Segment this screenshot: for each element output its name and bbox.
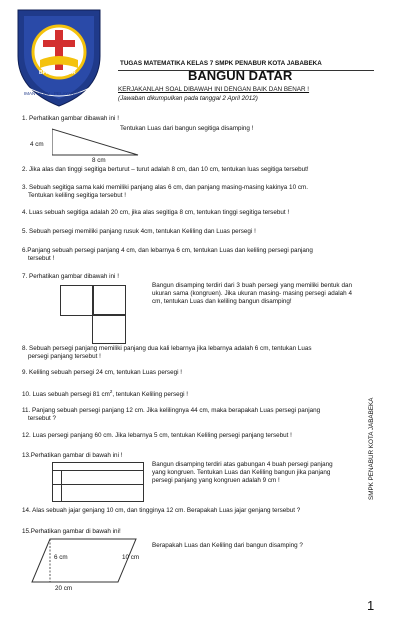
triangle-figure (52, 128, 142, 158)
question-13: 13.Perhatikan gambar di bawah ini ! (22, 452, 123, 459)
school-line: TUGAS MATEMATIKA KELAS 7 SMPK PENABUR KOTA JABABEKA (120, 60, 322, 67)
question-8-line2: persegi panjang tersebut ! (28, 353, 101, 360)
question-9: 9. Keliling sebuah persegi 24 cm, tentukan Luas persegi ! (22, 369, 182, 376)
question-4: 4. Luas sebuah segitiga adalah 20 cm, jika alas segitiga 8 cm, tentukan tinggi segitiga tersebut ! (22, 209, 290, 216)
question-10-text: 10. Luas sebuah persegi 81 cm (22, 391, 110, 399)
question-6-line1: 6.Panjang sebuah persegi panjang 4 cm, dan lebarnya 6 cm, tentukan Luas dan keliling persegi panjang (22, 247, 313, 254)
question-1-task: Tentukan Luas dari bangun segitiga disamping ! (120, 125, 254, 132)
rectangle-divider-1 (52, 470, 143, 471)
parallelogram-side-label: 10 cm (122, 554, 140, 561)
question-11-line2: tersebut ? (28, 415, 57, 422)
question-14: 14. Alas sebuah jajar genjang 10 cm, dan tingginya 12 cm. Berapakah Luas jajar genjang tersebut ? (22, 507, 301, 514)
triangle-base-label: 8 cm (92, 157, 106, 164)
logo-label: BPK PENABUR (39, 70, 76, 76)
question-13-task: Bangun disamping terdiri atas gabungan 4 buah persegi panjang yang kongruen. Tentukan Luas dan Keliling bangun jika panjang persegi panjang yang kongruen adalah 9 cm ! (152, 461, 333, 484)
question-15-task: Berapakah Luas dan Keliling dari bangun disamping ? (152, 542, 303, 549)
question-10 (22, 388, 188, 399)
question-15: 15.Perhatikan gambar di bawah ini! (22, 528, 121, 535)
rectangle-divider-vertical (61, 470, 62, 501)
question-11-line1: 11. Panjang sebuah persegi panjang 12 cm. Jika kelilingnya 44 cm, maka berapakah Luas persegi panjang (22, 407, 321, 414)
square-bottom (92, 314, 126, 344)
parallelogram-base-label: 20 cm (55, 585, 73, 592)
question-1: 1. Perhatikan gambar dibawah ini ! (22, 115, 119, 122)
page-number: 1 (367, 598, 375, 613)
square-top-left (60, 285, 94, 316)
question-2: 2. Jika alas dan tinggi segitiga berturut – turut adalah 8 cm, dan 10 cm, tentukan luas segitiga tersebut! (22, 166, 309, 173)
rectangle-divider-2 (52, 484, 143, 485)
question-12: 12. Luas persegi panjang 60 cm. Jika lebarnya 5 cm, tentukan Keliling persegi panjang tersebut ! (22, 432, 292, 439)
logo-ring-text: IMAN - ILMU - PELAYANAN (24, 91, 81, 96)
triangle-height-label: 4 cm (30, 141, 44, 148)
rectangle-figure (52, 462, 144, 502)
instruction: KERJAKANLAH SOAL DIBAWAH INI DENGAN BAIK DAN BENAR ! (118, 86, 310, 93)
question-6-line2: tersebut ! (28, 255, 55, 262)
question-10-text-end: , tentukan Keliling persegi ! (112, 391, 188, 399)
question-7: 7. Perhatikan gambar dibawah ini ! (22, 273, 119, 280)
deadline: (Jawaban dikumpulkan pada tanggal 2 April 2012) (118, 95, 258, 102)
question-5: 5. Sebuah persegi memiliki panjang rusuk 4cm, tentukan Keliling dan Luas persegi ! (22, 228, 256, 235)
parallelogram-figure (30, 538, 140, 588)
parallelogram-height-label: 6 cm (54, 554, 68, 561)
side-school-name: SMPK PENABUR KOTA JABABEKA (368, 397, 375, 500)
question-10-exponent: 2 (109, 389, 113, 394)
square-top-right (92, 285, 126, 316)
question-8-line1: 8. Sebuah persegi panjang memiliki panjang dua kali lebarnya jika lebarnya adalah 6 cm, tentukan Luas (22, 345, 312, 352)
question-3-line1: 3. Sebuah segitiga sama kaki memiliki panjang alas 6 cm, dan panjang masing-masing kakinya 10 cm. (22, 184, 308, 191)
page-title: BANGUN DATAR (188, 68, 293, 83)
question-3-line2: Tentukan keliling segitiga tersebut ! (28, 192, 127, 199)
question-7-task: Bangun disamping terdiri dari 3 buah persegi yang memiliki bentuk dan ukuran sama (kongruen). Jika ukuran masing- masing persegi adalah 4 cm, tentukan Luas dan keliling bangun disamping! (152, 282, 352, 305)
